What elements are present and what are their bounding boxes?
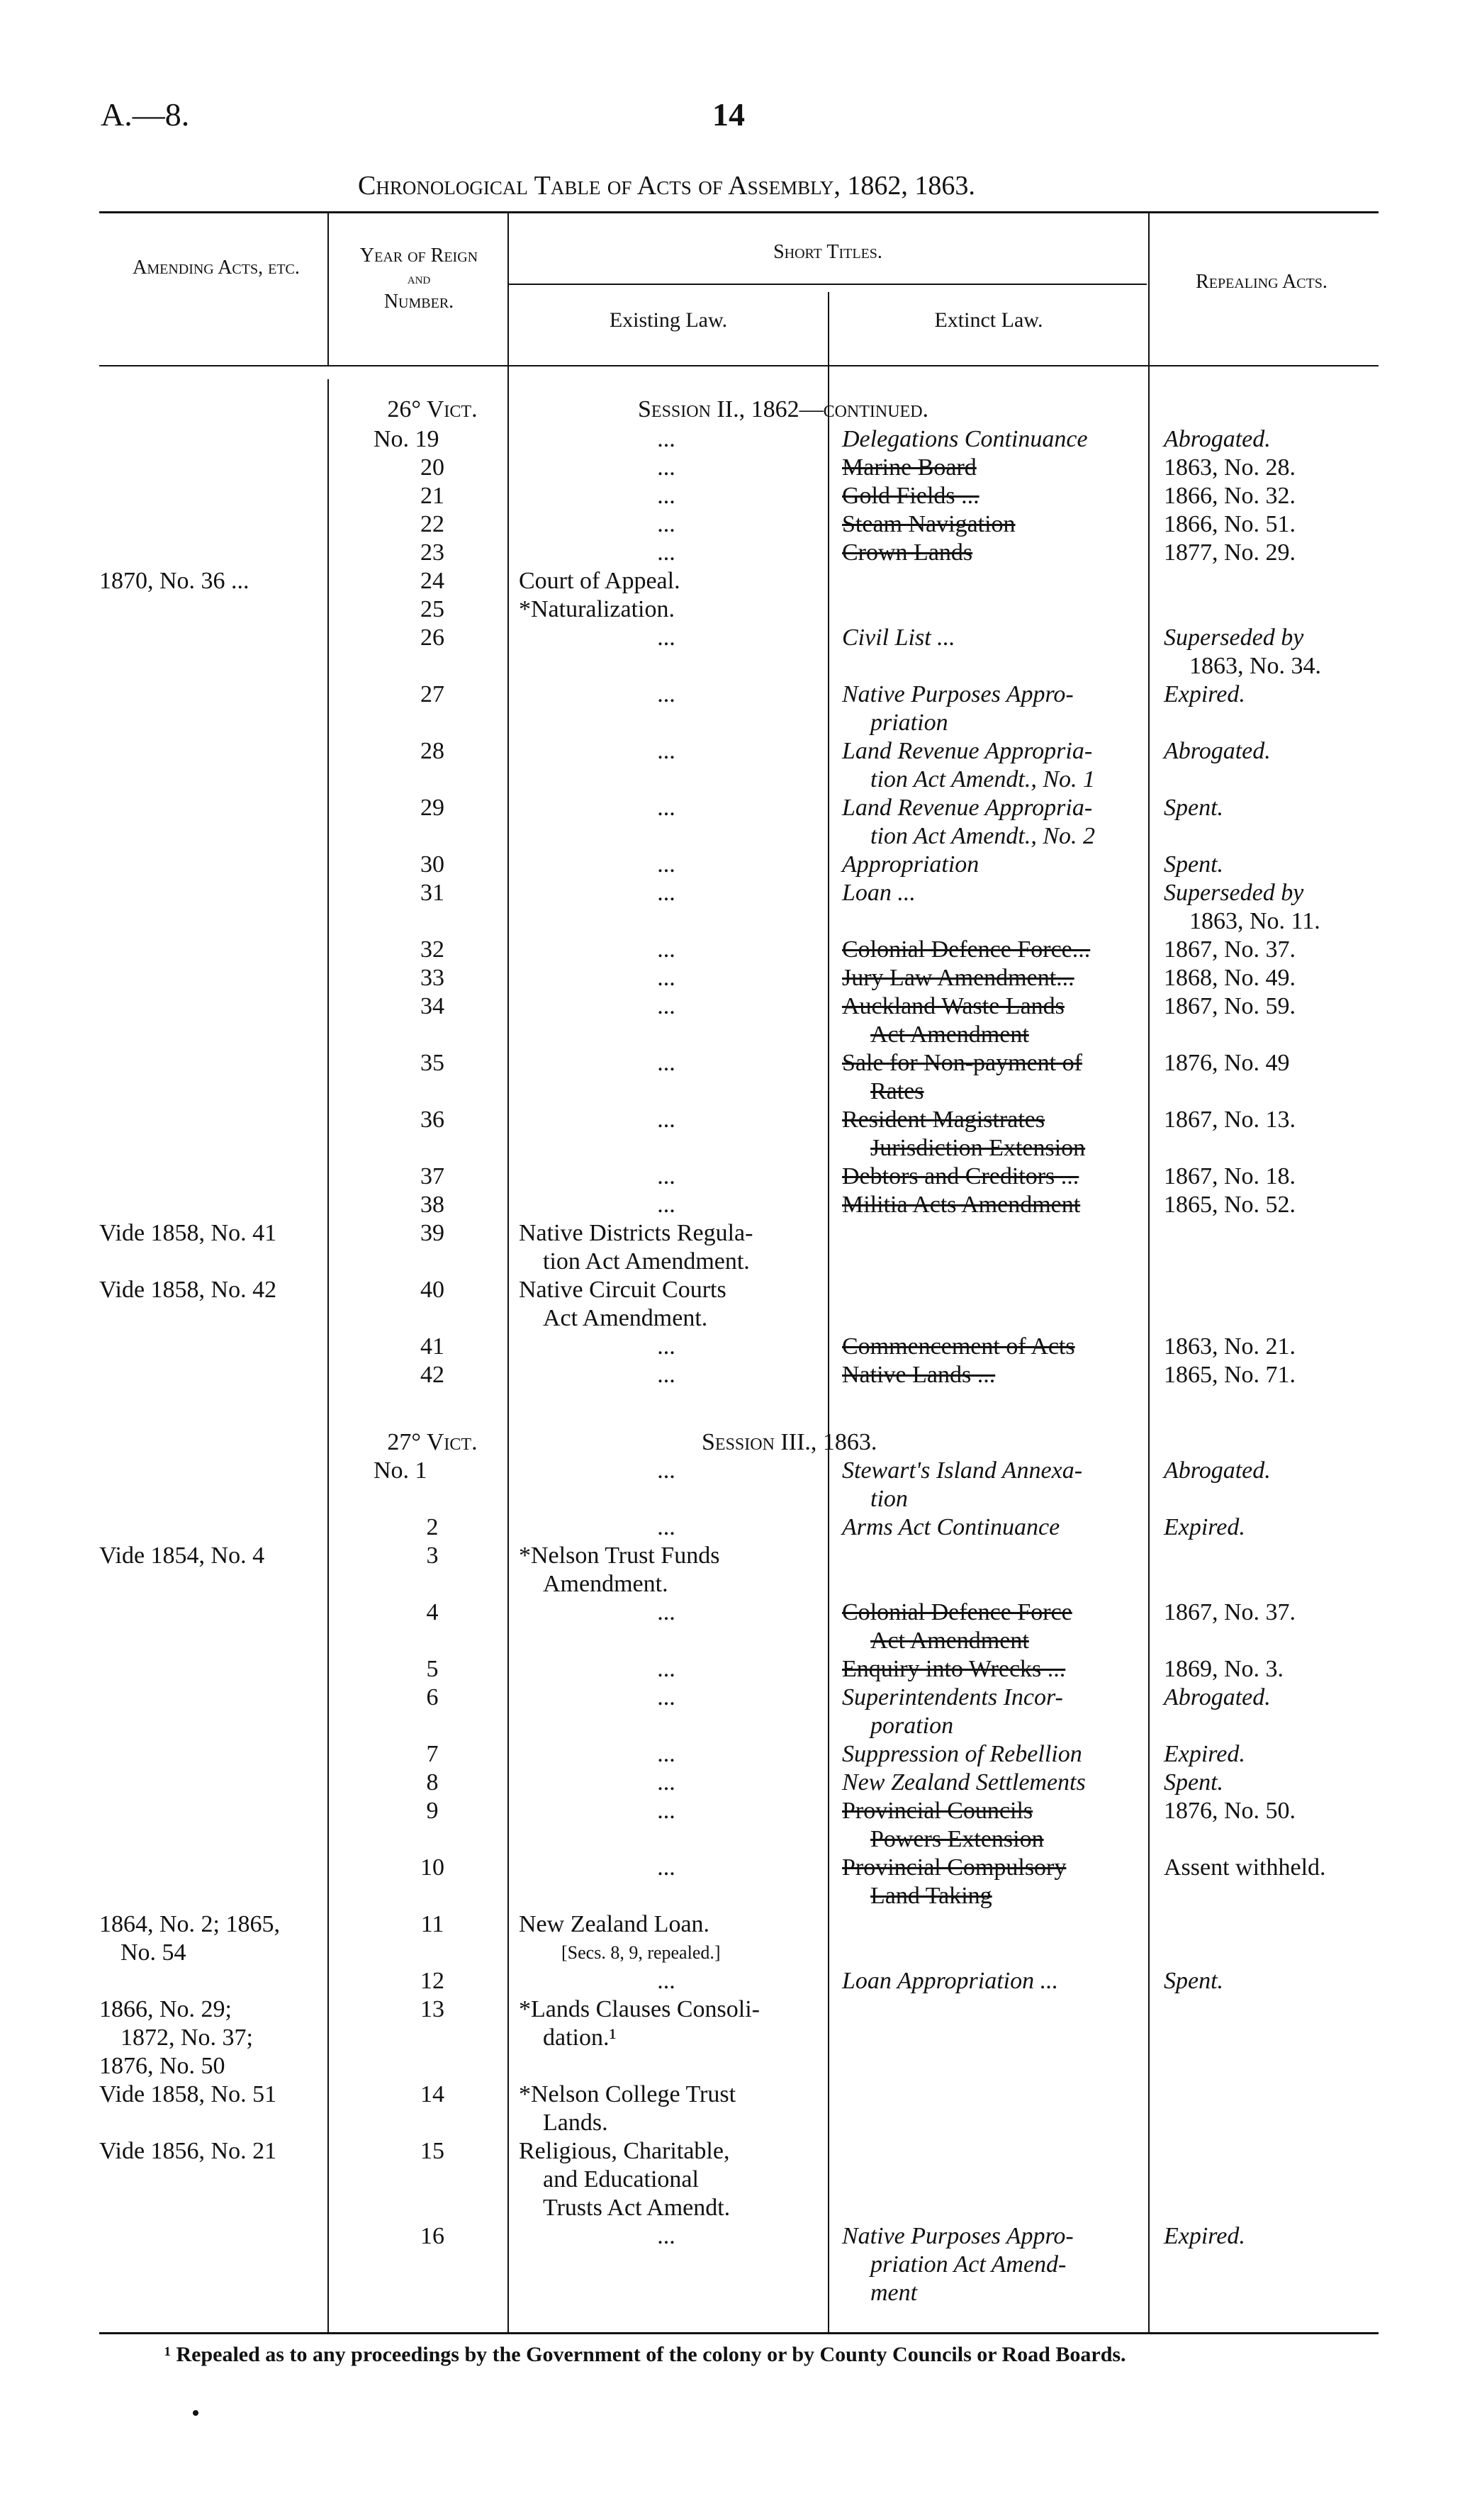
leader-dots: ... (657, 1514, 675, 1540)
existing-law: Native Circuit Courts (519, 1277, 726, 1303)
act-number: 14 (420, 2081, 444, 2107)
leader-dots: ... (657, 1163, 675, 1189)
leader-dots: ... (657, 795, 675, 821)
header-year-2: and (407, 269, 431, 287)
header-repealing: Repealing Acts. (1196, 271, 1328, 293)
leader-dots: ... (657, 1457, 675, 1484)
repealing-act: 1867, No. 59. (1164, 993, 1296, 1019)
act-number: 37 (420, 1163, 444, 1189)
existing-law-cont: [Secs. 8, 9, repealed.] (561, 1942, 721, 1963)
existing-law-cont: and Educational (543, 2166, 699, 2193)
existing-law-cont: Lands. (543, 2110, 608, 2136)
extinct-law: Colonial Defence Force... (842, 936, 1091, 963)
extinct-law-cont: priation (870, 710, 948, 736)
leader-dots: ... (657, 1333, 675, 1360)
repealing-act: 1867, No. 13. (1164, 1107, 1296, 1133)
repealing-act-cont: 1863, No. 11. (1189, 908, 1320, 934)
session-ii-year: 26° Vict. (387, 396, 478, 422)
leader-dots: ... (657, 1684, 675, 1710)
header-year-1: Year of Reign (359, 245, 478, 267)
repealing-act: Assent withheld. (1164, 1854, 1326, 1881)
extinct-law: Delegations Continuance (842, 426, 1088, 452)
repealing-act: 1863, No. 21. (1164, 1333, 1296, 1360)
repealing-act: 1866, No. 51. (1164, 511, 1296, 537)
extinct-law-cont: Jurisdiction Extension (870, 1135, 1086, 1161)
act-number: 35 (420, 1050, 444, 1076)
act-number: 21 (420, 483, 444, 509)
act-number: 28 (420, 738, 444, 764)
extinct-law-cont: Rates (870, 1078, 924, 1104)
extinct-law: Resident Magistrates (842, 1107, 1045, 1133)
extinct-law: Enquiry into Wrecks ... (842, 1656, 1066, 1682)
existing-law-cont: tion Act Amendment. (543, 1248, 750, 1275)
act-number: 4 (426, 1599, 439, 1625)
act-number: 29 (420, 795, 444, 821)
repealing-act: 1876, No. 49 (1164, 1050, 1290, 1076)
repealing-act-cont: 1863, No. 34. (1189, 653, 1322, 679)
repealing-act: Abrogated. (1164, 426, 1271, 452)
leader-dots: ... (657, 965, 675, 991)
act-number: 6 (426, 1684, 439, 1710)
extinct-law: Native Purposes Appro- (842, 681, 1074, 707)
leader-dots: ... (657, 1599, 675, 1625)
footnote: ¹ Repealed as to any proceedings by the Government of the colony or by County Councils or Road Boards. (164, 2343, 1126, 2366)
repealing-act: Abrogated. (1164, 738, 1271, 764)
act-number: 10 (420, 1854, 444, 1881)
extinct-law: Suppression of Rebellion (842, 1741, 1082, 1767)
act-number: 15 (420, 2138, 444, 2164)
extinct-law-cont: priation Act Amend- (870, 2251, 1067, 2278)
existing-law-cont: Amendment. (543, 1571, 668, 1597)
leader-dots: ... (657, 1656, 675, 1682)
extinct-law: Appropriation (842, 851, 980, 878)
extinct-law: Colonial Defence Force (842, 1599, 1072, 1625)
page-title: Chronological Table of Acts of Assembly, 1862, 1863. (358, 171, 975, 201)
existing-law: *Naturalization. (519, 596, 675, 622)
amending-act: Vide 1856, No. 21 (99, 2138, 277, 2164)
leader-dots: ... (657, 1854, 675, 1881)
table-top-rule (99, 211, 1379, 213)
repealing-act: 1865, No. 71. (1164, 1362, 1296, 1388)
act-number: 20 (420, 454, 444, 481)
leader-dots: ... (657, 1050, 675, 1076)
leader-dots: ... (657, 738, 675, 764)
leader-dots: ... (657, 1192, 675, 1218)
repealing-act: 1876, No. 50. (1164, 1798, 1296, 1824)
act-number: 31 (420, 880, 444, 906)
repealing-act: Spent. (1164, 795, 1224, 821)
existing-law-cont: Act Amendment. (543, 1305, 708, 1331)
existing-law: *Nelson College Trust (519, 2081, 736, 2107)
existing-law: Court of Appeal. (519, 568, 680, 594)
leader-dots: ... (657, 1798, 675, 1824)
session-ii-title: Session II., 1862—continued. (638, 396, 929, 422)
extinct-law: Land Revenue Appropria- (842, 738, 1093, 764)
leader-dots: ... (657, 880, 675, 906)
act-number: 23 (420, 539, 444, 566)
repealing-act: Expired. (1164, 1741, 1245, 1767)
extinct-law: Loan Appropriation ... (842, 1968, 1059, 1994)
act-number: 9 (426, 1798, 439, 1824)
extinct-law: Civil List ... (842, 625, 955, 651)
repealing-act: 1863, No. 28. (1164, 454, 1296, 481)
header-short-titles: Short Titles. (773, 241, 882, 263)
amending-act: Vide 1858, No. 41 (99, 1220, 277, 1246)
act-number: 25 (420, 596, 444, 622)
amending-act-cont: 1876, No. 50 (99, 2053, 225, 2079)
stray-dot (193, 2410, 198, 2416)
amending-act-cont: 1872, No. 37; (120, 2025, 253, 2051)
existing-law: Native Districts Regula- (519, 1220, 753, 1246)
existing-law-cont: dation.¹ (543, 2025, 617, 2051)
extinct-law: New Zealand Settlements (842, 1769, 1086, 1796)
act-number: 2 (426, 1514, 439, 1540)
extinct-law: Sale for Non-payment of (842, 1050, 1082, 1076)
act-number: 34 (420, 993, 444, 1019)
existing-law: *Lands Clauses Consoli- (519, 1996, 760, 2022)
extinct-law-cont: tion Act Amendt., No. 1 (870, 766, 1096, 793)
extinct-law-cont: poration (870, 1713, 954, 1739)
extinct-law: Stewart's Island Annexa- (842, 1457, 1083, 1484)
header-extinct: Extinct Law. (934, 308, 1043, 332)
existing-law: Religious, Charitable, (519, 2138, 730, 2164)
act-number: 32 (420, 936, 444, 963)
act-number: 26 (420, 625, 444, 651)
header-bottom-rule (99, 365, 1379, 366)
leader-dots: ... (657, 625, 675, 651)
leader-dots: ... (657, 539, 675, 566)
extinct-law: Native Lands ... (842, 1362, 996, 1388)
repealing-act: 1869, No. 3. (1164, 1656, 1284, 1682)
header-year-3: Number. (383, 291, 454, 313)
extinct-law: Marine Board (842, 454, 977, 481)
act-number: 42 (420, 1362, 444, 1388)
repealing-act: Spent. (1164, 1968, 1224, 1994)
leader-dots: ... (657, 1362, 675, 1388)
act-number: 16 (420, 2223, 444, 2249)
act-number: No. 19 (374, 426, 439, 452)
amending-act: 1864, No. 2; 1865, (99, 1911, 280, 1937)
act-number: 8 (426, 1769, 439, 1796)
extinct-law: Superintendents Incor- (842, 1684, 1063, 1710)
repealing-act: Superseded by (1164, 625, 1304, 651)
extinct-law: Provincial Compulsory (842, 1854, 1067, 1881)
extinct-law: Gold Fields ... (842, 483, 980, 509)
extinct-law: Provincial Councils (842, 1798, 1033, 1824)
leader-dots: ... (657, 1968, 675, 1994)
leader-dots: ... (657, 993, 675, 1019)
extinct-law-cont: Land Taking (870, 1883, 992, 1909)
extinct-law-cont: Powers Extension (870, 1826, 1044, 1852)
header-amending: Amending Acts, etc. (133, 257, 300, 279)
header-existing: Existing Law. (609, 308, 728, 332)
extinct-law-cont: tion (870, 1486, 908, 1512)
extinct-law-cont: Act Amendment (870, 1021, 1029, 1048)
extinct-law: Militia Acts Amendment (842, 1192, 1081, 1218)
repealing-act: 1867, No. 37. (1164, 936, 1296, 963)
extinct-law: Crown Lands (842, 539, 973, 566)
leader-dots: ... (657, 851, 675, 878)
extinct-law: Auckland Waste Lands (842, 993, 1065, 1019)
repealing-act: 1867, No. 18. (1164, 1163, 1296, 1189)
repealing-act: Abrogated. (1164, 1684, 1271, 1710)
amending-act: Vide 1858, No. 42 (99, 1277, 277, 1303)
act-number: 39 (420, 1220, 444, 1246)
leader-dots: ... (657, 483, 675, 509)
repealing-act: Expired. (1164, 2223, 1245, 2249)
session-iii-year: 27° Vict. (387, 1429, 478, 1455)
act-number: 36 (420, 1107, 444, 1133)
leader-dots: ... (657, 936, 675, 963)
existing-law-cont: Trusts Act Amendt. (543, 2195, 731, 2221)
act-number: 24 (420, 568, 444, 594)
repealing-act: 1867, No. 37. (1164, 1599, 1296, 1625)
repealing-act: Superseded by (1164, 880, 1304, 906)
act-number: 38 (420, 1192, 444, 1218)
extinct-law: Jury Law Amendment... (842, 965, 1074, 991)
page-ref: A.—8. (101, 96, 190, 133)
leader-dots: ... (657, 454, 675, 481)
act-number: 7 (426, 1741, 439, 1767)
leader-dots: ... (657, 511, 675, 537)
leader-dots: ... (657, 681, 675, 707)
extinct-law: Native Purposes Appro- (842, 2223, 1074, 2249)
amending-act: Vide 1858, No. 51 (99, 2081, 277, 2107)
short-titles-rule (509, 284, 1147, 285)
extinct-law: Debtors and Creditors ... (842, 1163, 1079, 1189)
repealing-act: 1865, No. 52. (1164, 1192, 1296, 1218)
act-number: 27 (420, 681, 444, 707)
repealing-act: Expired. (1164, 681, 1245, 707)
act-number: 41 (420, 1333, 444, 1360)
act-number: 13 (420, 1996, 444, 2022)
leader-dots: ... (657, 2223, 675, 2249)
extinct-law: Land Revenue Appropria- (842, 795, 1093, 821)
leader-dots: ... (657, 1769, 675, 1796)
act-number: 5 (426, 1656, 439, 1682)
repealing-act: 1868, No. 49. (1164, 965, 1296, 991)
amending-act: 1866, No. 29; (99, 1996, 232, 2022)
repealing-act: Spent. (1164, 851, 1224, 878)
act-number: 11 (420, 1911, 444, 1937)
session-iii-title: Session III., 1863. (702, 1429, 877, 1455)
repealing-act: Abrogated. (1164, 1457, 1271, 1484)
act-number: 12 (420, 1968, 444, 1994)
amending-act: 1870, No. 36 ... (99, 568, 249, 594)
act-number: 40 (420, 1277, 444, 1303)
amending-act-cont: No. 54 (120, 1939, 186, 1966)
leader-dots: ... (657, 1107, 675, 1133)
act-number: 22 (420, 511, 444, 537)
page-number: 14 (712, 96, 745, 133)
amending-act: Vide 1854, No. 4 (99, 1542, 265, 1569)
extinct-law: Arms Act Continuance (842, 1514, 1060, 1540)
repealing-act: Spent. (1164, 1769, 1224, 1796)
extinct-law-cont: tion Act Amendt., No. 2 (870, 823, 1096, 849)
table-bottom-rule (99, 2332, 1379, 2334)
extinct-law-cont: ment (870, 2280, 918, 2306)
act-number: 3 (426, 1542, 439, 1569)
col-rule-4 (1148, 213, 1150, 2332)
existing-law: New Zealand Loan. (519, 1911, 710, 1937)
act-number: 30 (420, 851, 444, 878)
extinct-law: Loan ... (842, 880, 916, 906)
repealing-act: 1877, No. 29. (1164, 539, 1296, 566)
repealing-act: 1866, No. 32. (1164, 483, 1296, 509)
existing-law: *Nelson Trust Funds (519, 1542, 720, 1569)
act-number: No. 1 (374, 1457, 427, 1484)
extinct-law: Steam Navigation (842, 511, 1016, 537)
col-rule-1 (327, 213, 329, 365)
leader-dots: ... (657, 1741, 675, 1767)
act-number: 33 (420, 965, 444, 991)
extinct-law: Commencement of Acts (842, 1333, 1075, 1360)
leader-dots: ... (657, 426, 675, 452)
extinct-law-cont: Act Amendment (870, 1628, 1029, 1654)
repealing-act: Expired. (1164, 1514, 1245, 1540)
